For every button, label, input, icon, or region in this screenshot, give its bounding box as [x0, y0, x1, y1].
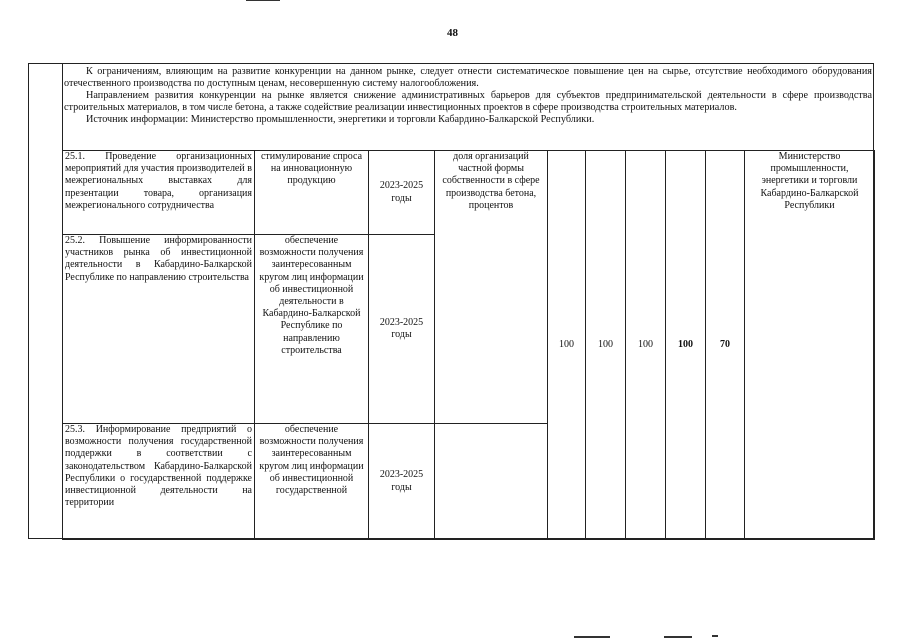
responsible-cell: Министерство промышленности, энергетики и торговли Кабардино-Балкарской Республики [745, 151, 875, 540]
scan-artifact [574, 636, 610, 638]
years-cell: 2023-2025 годы [369, 424, 435, 540]
value-cell: 100 [626, 151, 666, 540]
empty-cell [435, 424, 548, 540]
years-cell: 2023-2025 годы [369, 235, 435, 424]
page-number: 48 [447, 27, 458, 39]
activity-cell: 25.1. Проведение организационных мероприятий для участия производителей в межрегиональных выставках для презентации товара, организация межрегионального сотрудничества [63, 151, 255, 235]
years-cell: 2023-2025 годы [369, 151, 435, 235]
intro-source: Источник информации: Министерство промышленности, энергетики и торговли Кабардино-Балкарской Республики. [86, 114, 595, 125]
value-cell: 100 [548, 151, 586, 540]
value-cell: 100 [586, 151, 626, 540]
intro-paragraph-direction: Направлением развития конкуренции на рынке является снижение административных барьеров для субъектов предпринимательской деятельности в сфере производства строительных материалов, в том числе бетона, а также содействие реализации инвестиционных проектов в сфере производства строительных материалов. [64, 90, 872, 113]
activity-cell: 25.2. Повышение информированности участников рынка об инвестиционной деятельности в Кабардино-Балкарской Республике по направлению строительства [63, 235, 255, 424]
intro-text [64, 66, 872, 126]
activity-cell: 25.3. Информирование предприятий о возможности получения государственной поддержки в соответствии с законодательством Кабардино-Балкарской Республики о государственной поддержке инвестиционной деятельности на территории [63, 424, 255, 540]
measures-table [62, 150, 874, 539]
scan-artifact [712, 635, 718, 637]
scan-artifact [246, 0, 280, 1]
indicator-cell: доля организаций частной формы собственности в сфере производства бетона, процентов [435, 151, 548, 424]
value-cell: 100 [666, 151, 706, 540]
result-cell: стимулирование спроса на инновационную продукцию [255, 151, 369, 235]
result-cell: обеспечение возможности получения заинтересованным кругом лиц информации об инвестиционной государственной [255, 424, 369, 540]
value-cell: 70 [706, 151, 745, 540]
intro-paragraph-constraints: К ограничениям, влияющим на развитие конкуренции на данном рынке, следует отнести систематическое повышение цен на сырье, отсутствие необходимого оборудования отечественного производства по доступным ценам, несовершенную систему налогообложения. [64, 66, 872, 89]
scan-artifact [664, 636, 692, 638]
result-cell: обеспечение возможности получения заинтересованным кругом лиц информации об инвестиционной деятельности в Кабардино-Балкарской Республике по направлению строительства [255, 235, 369, 424]
table-row [63, 151, 875, 235]
